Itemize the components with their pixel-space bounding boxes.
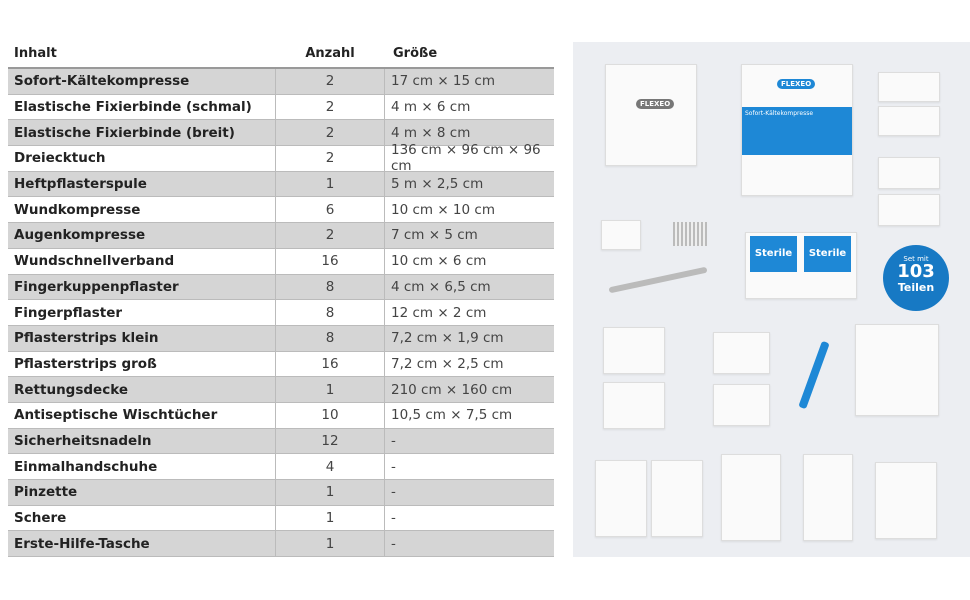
wipe-label: Sterile — [804, 236, 851, 272]
item-size: 7,2 cm × 1,9 cm — [391, 330, 504, 347]
table-row — [8, 300, 554, 326]
rescue-blanket — [721, 454, 781, 541]
item-name: Sicherheitsnadeln — [14, 432, 152, 449]
item-name: Schere — [14, 510, 67, 527]
table-row — [8, 506, 554, 532]
item-size: 10 cm × 10 cm — [391, 201, 495, 218]
plaster-strips — [595, 460, 647, 537]
item-size: 136 cm × 96 cm × 96 cm — [391, 142, 541, 175]
item-size: 4 m × 6 cm — [391, 99, 471, 116]
wound-compress-pack — [855, 324, 939, 416]
table-row — [8, 142, 554, 175]
item-count: 16 — [275, 249, 385, 274]
set-badge — [883, 245, 949, 311]
product-photo — [573, 42, 970, 557]
badge-bottom: Teilen — [897, 281, 935, 294]
item-name: Pflasterstrips groß — [14, 355, 157, 372]
gloves-pack — [875, 462, 937, 539]
cold-pack — [741, 64, 853, 196]
item-count: 12 — [275, 429, 385, 454]
plaster-strips — [651, 460, 703, 537]
item-count: 8 — [275, 326, 385, 351]
cold-pack-label: Sofort-Kältekompresse — [742, 107, 852, 155]
plaster-pack — [603, 327, 665, 374]
item-count: 1 — [275, 377, 385, 402]
item-size: - — [391, 484, 396, 501]
tape-roll — [601, 220, 641, 250]
scissors — [608, 267, 707, 294]
item-count: 10 — [275, 403, 385, 428]
header-inhalt: Inhalt — [14, 46, 57, 61]
item-size: 10,5 cm × 7,5 cm — [391, 407, 513, 424]
table-row — [8, 197, 554, 223]
table-row — [8, 223, 554, 249]
item-count: 6 — [275, 197, 385, 222]
table-row — [8, 172, 554, 198]
brand-logo: FLEXEO — [636, 99, 674, 109]
tweezers — [798, 341, 829, 410]
item-count: 2 — [275, 146, 385, 171]
item-name: Elastische Fixierbinde (breit) — [14, 124, 235, 141]
item-name: Sofort-Kältekompresse — [14, 73, 190, 90]
item-size: 5 m × 2,5 cm — [391, 176, 484, 193]
badge-number: 103 — [897, 261, 935, 282]
item-name: Antiseptische Wischtücher — [14, 407, 218, 424]
item-name: Heftpflasterspule — [14, 176, 147, 193]
item-name: Rettungsdecke — [14, 381, 128, 398]
contents-table — [8, 40, 554, 557]
plaster-pack — [603, 382, 665, 429]
table-row — [8, 531, 554, 557]
item-count: 4 — [275, 454, 385, 479]
item-name: Wundschnellverband — [14, 253, 175, 270]
item-name: Elastische Fixierbinde (schmal) — [14, 99, 252, 116]
item-count: 1 — [275, 506, 385, 531]
brand-logo: FLEXEO — [777, 79, 815, 89]
item-name: Pinzette — [14, 484, 78, 501]
item-count: 1 — [275, 480, 385, 505]
table-header — [8, 40, 554, 69]
sterile-wipes — [745, 232, 857, 299]
item-name: Dreiecktuch — [14, 150, 106, 167]
bandage-roll — [878, 106, 940, 136]
bandage-roll — [878, 194, 940, 226]
item-name: Erste-Hilfe-Tasche — [14, 535, 150, 552]
item-name: Wundkompresse — [14, 201, 141, 218]
item-size: - — [391, 535, 396, 552]
item-count: 16 — [275, 352, 385, 377]
item-size: 7,2 cm × 2,5 cm — [391, 355, 504, 372]
item-count: 2 — [275, 120, 385, 145]
plaster-pack — [713, 332, 770, 374]
header-groesse: Größe — [393, 46, 438, 61]
table-row — [8, 275, 554, 301]
table-row — [8, 352, 554, 378]
item-count: 1 — [275, 531, 385, 556]
table-row — [8, 249, 554, 275]
safety-pins — [673, 222, 707, 246]
item-count: 8 — [275, 300, 385, 325]
eye-compress — [803, 454, 853, 541]
plaster-pack — [713, 384, 770, 426]
item-size: - — [391, 432, 396, 449]
item-count: 8 — [275, 275, 385, 300]
wound-compress-pack — [605, 64, 697, 166]
table-row — [8, 69, 554, 95]
item-size: 4 m × 8 cm — [391, 124, 471, 141]
item-size: 12 cm × 2 cm — [391, 304, 487, 321]
item-name: Augenkompresse — [14, 227, 146, 244]
item-size: 10 cm × 6 cm — [391, 253, 487, 270]
table-row — [8, 480, 554, 506]
item-size: 17 cm × 15 cm — [391, 73, 495, 90]
item-name: Einmalhandschuhe — [14, 458, 158, 475]
table-row — [8, 326, 554, 352]
table-row — [8, 454, 554, 480]
badge-top: Set mit — [903, 255, 929, 263]
bandage-roll — [878, 72, 940, 102]
item-size: - — [391, 510, 396, 527]
item-count: 1 — [275, 172, 385, 197]
item-size: - — [391, 458, 396, 475]
item-size: 4 cm × 6,5 cm — [391, 278, 491, 295]
table-row — [8, 95, 554, 121]
item-size: 7 cm × 5 cm — [391, 227, 478, 244]
header-anzahl: Anzahl — [305, 46, 355, 61]
item-name: Fingerkuppenpflaster — [14, 278, 179, 295]
table-row — [8, 377, 554, 403]
item-count: 2 — [275, 69, 385, 94]
bandage-roll — [878, 157, 940, 189]
item-count: 2 — [275, 95, 385, 120]
wipe-label: Sterile — [750, 236, 797, 272]
item-count: 2 — [275, 223, 385, 248]
item-name: Fingerpflaster — [14, 304, 123, 321]
table-row — [8, 429, 554, 455]
table-row — [8, 403, 554, 429]
item-size: 210 cm × 160 cm — [391, 381, 513, 398]
item-name: Pflasterstrips klein — [14, 330, 159, 347]
